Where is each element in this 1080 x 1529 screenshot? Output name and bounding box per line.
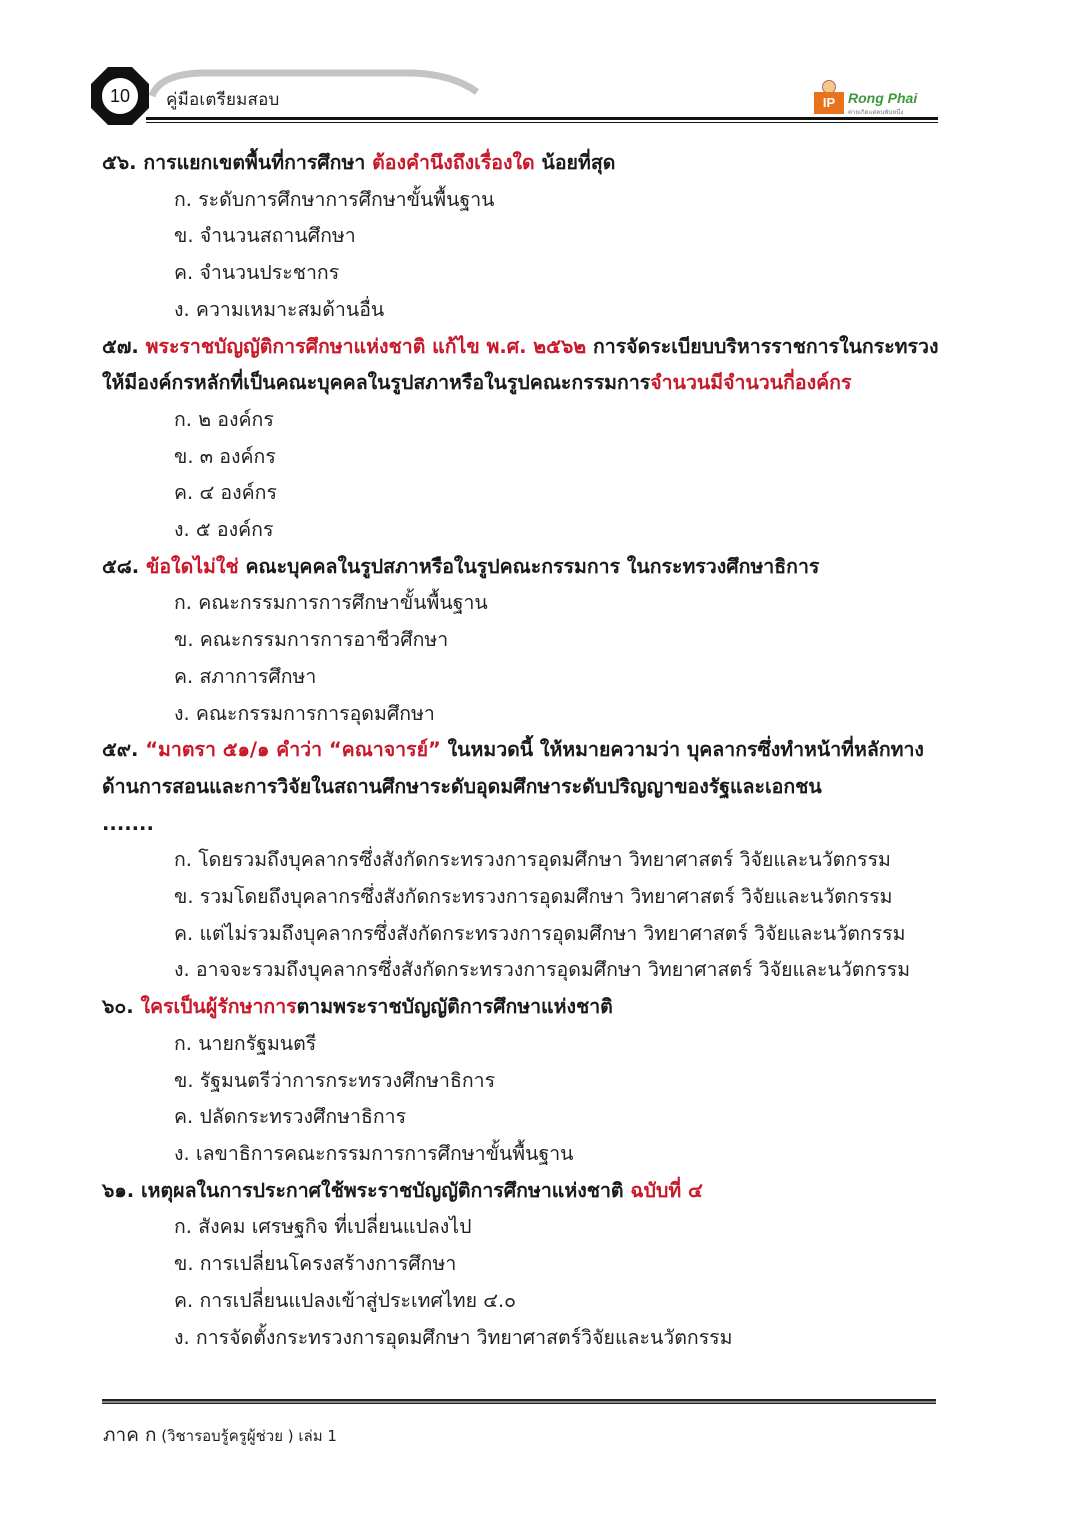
question-number: ๕๖.	[102, 151, 137, 174]
question-highlight: ใครเป็นผู้รักษาการ	[133, 995, 297, 1019]
question-text-part: คณะบุคคลในรูปสภาหรือในรูปคณะกรรมการ ในกระทรวงศึกษาธิการ	[238, 554, 820, 578]
logo-badge: IP	[814, 92, 844, 114]
choice-b: ข. จำนวนสถานศึกษา	[174, 224, 356, 248]
page-number: 10	[109, 86, 131, 106]
rong-phai-logo	[814, 80, 934, 116]
logo-tagline: ค่ายเกิดแต่คนพันหนึ่ง	[848, 109, 904, 116]
question-text-part: ตามพระราชบัญญัติการศึกษาแห่งชาติ	[296, 995, 613, 1019]
choice-a: ก. โดยรวมถึงบุคลากรซึ่งสังกัดกระทรวงการอุดมศึกษา วิทยาศาสตร์ วิจัยและนวัตกรรม	[174, 848, 891, 872]
question-58	[102, 549, 942, 733]
header-title: คู่มือเตรียมสอบ	[166, 90, 280, 110]
footer-divider	[102, 1399, 936, 1404]
choice-d: ง. ความเหมาะสมด้านอื่น	[174, 297, 385, 321]
choice-c: ค. แต่ไม่รวมถึงบุคลากรซึ่งสังกัดกระทรวงการอุดมศึกษา วิทยาศาสตร์ วิจัยและนวัตกรรม	[174, 921, 906, 945]
page-number-badge	[90, 66, 150, 126]
question-list	[102, 145, 942, 1356]
question-number: ๖๑.	[102, 1178, 135, 1202]
choice-b: ข. รวมโดยถึงบุคลากรซึ่งสังกัดกระทรวงการอุดมศึกษา วิทยาศาสตร์ วิจัยและนวัตกรรม	[174, 885, 893, 909]
question-text-part: น้อยที่สุด	[534, 151, 616, 174]
question-number: ๕๙.	[102, 738, 139, 762]
question-number: ๕๘.	[102, 554, 140, 578]
choice-a: ก. นายกรัฐมนตรี	[174, 1031, 317, 1055]
question-text	[102, 329, 942, 402]
choice-a: ก. ๒ องค์กร	[174, 407, 274, 431]
question-61	[102, 1173, 942, 1357]
choice-b: ข. ๓ องค์กร	[174, 444, 276, 468]
question-highlight: “มาตรา ๕๑/๑ คำว่า “คณาจารย์”	[138, 738, 441, 762]
choice-a: ก. คณะกรรมการการศึกษาขั้นพื้นฐาน	[174, 591, 488, 615]
question-60	[102, 989, 942, 1173]
question-ellipsis: .......	[102, 811, 154, 835]
choice-d: ง. ๕ องค์กร	[174, 518, 274, 542]
choice-c: ค. สภาการศึกษา	[174, 664, 317, 688]
question-highlight: ข้อใดไม่ใช่	[139, 554, 239, 578]
choice-b: ข. รัฐมนตรีว่าการกระทรวงศึกษาธิการ	[174, 1068, 496, 1092]
choice-c: ค. ปลัดกระทรวงศึกษาธิการ	[174, 1105, 407, 1129]
question-56	[102, 145, 942, 329]
question-highlight: พระราชบัญญัติการศึกษาแห่งชาติ แก้ไข พ.ศ. ๒๕๖๒	[138, 334, 587, 358]
logo-name: Rong Phai	[848, 90, 918, 106]
question-text	[102, 1173, 942, 1210]
choice-b: ข. คณะกรรมการการอาชีวศึกษา	[174, 628, 449, 652]
question-highlight: ต้องคำนึงถึงเรื่องใด	[372, 151, 535, 174]
choice-d: ง. คณะกรรมการการอุดมศึกษา	[174, 701, 435, 725]
footer-part: ภาค ก	[103, 1424, 157, 1446]
question-59	[102, 732, 942, 989]
page-footer	[103, 1420, 337, 1450]
choice-a: ก. สังคม เศรษฐกิจ ที่เปลี่ยนแปลงไป	[174, 1215, 472, 1239]
choice-d: ง. การจัดตั้งกระทรวงการอุดมศึกษา วิทยาศาสตร์วิจัยและนวัตกรรม	[174, 1325, 733, 1349]
header-divider	[146, 117, 938, 123]
question-text	[102, 145, 942, 182]
question-text-part: การแยกเขตพื้นที่การศึกษา	[136, 151, 373, 174]
question-text-part: การจัดระเบียบบริหารราชการในกระทรวงให้มีองค์กรหลักที่เป็นคณะบุคคลในรูปสภาหรือในรูปคณะกรรมการ	[102, 334, 939, 395]
question-number: ๕๗.	[102, 334, 139, 358]
choice-c: ค. การเปลี่ยนแปลงเข้าสู่ประเทศไทย ๔.๐	[174, 1288, 517, 1312]
choice-b: ข. การเปลี่ยนโครงสร้างการศึกษา	[174, 1252, 457, 1276]
choice-d: ง. อาจจะรวมถึงบุคลากรซึ่งสังกัดกระทรวงการอุดมศึกษา วิทยาศาสตร์ วิจัยและนวัตกรรม	[174, 958, 911, 982]
choice-d: ง. เลขาธิการคณะกรรมการการศึกษาขั้นพื้นฐาน	[174, 1141, 574, 1165]
question-57	[102, 329, 942, 549]
question-text	[102, 549, 942, 586]
question-text-part: เหตุผลในการประกาศใช้พระราชบัญญัติการศึกษาแห่งชาติ	[134, 1178, 631, 1202]
question-number: ๖๐.	[102, 995, 134, 1019]
choice-c: ค. ๔ องค์กร	[174, 481, 277, 505]
question-text-part: ในหมวดนี้ ให้หมายความว่า บุคลากรซึ่งทำหน้าที่หลักทางด้านการสอนและการวิจัยในสถานศึกษาระดับอุดมศึกษาระดับปริญญาของรัฐและเอกชน	[102, 738, 924, 798]
footer-subject: (วิชารอบรู้ครูผู้ช่วย ) เล่ม 1	[156, 1427, 337, 1445]
page-header	[90, 66, 938, 128]
question-text	[102, 732, 942, 805]
question-highlight: ฉบับที่ ๔	[630, 1178, 703, 1202]
question-highlight: จำนวนมีจำนวนกี่องค์กร	[650, 371, 852, 395]
question-text	[102, 989, 942, 1026]
choice-c: ค. จำนวนประชากร	[174, 261, 340, 285]
choice-a: ก. ระดับการศึกษาการศึกษาขั้นพื้นฐาน	[174, 187, 495, 211]
